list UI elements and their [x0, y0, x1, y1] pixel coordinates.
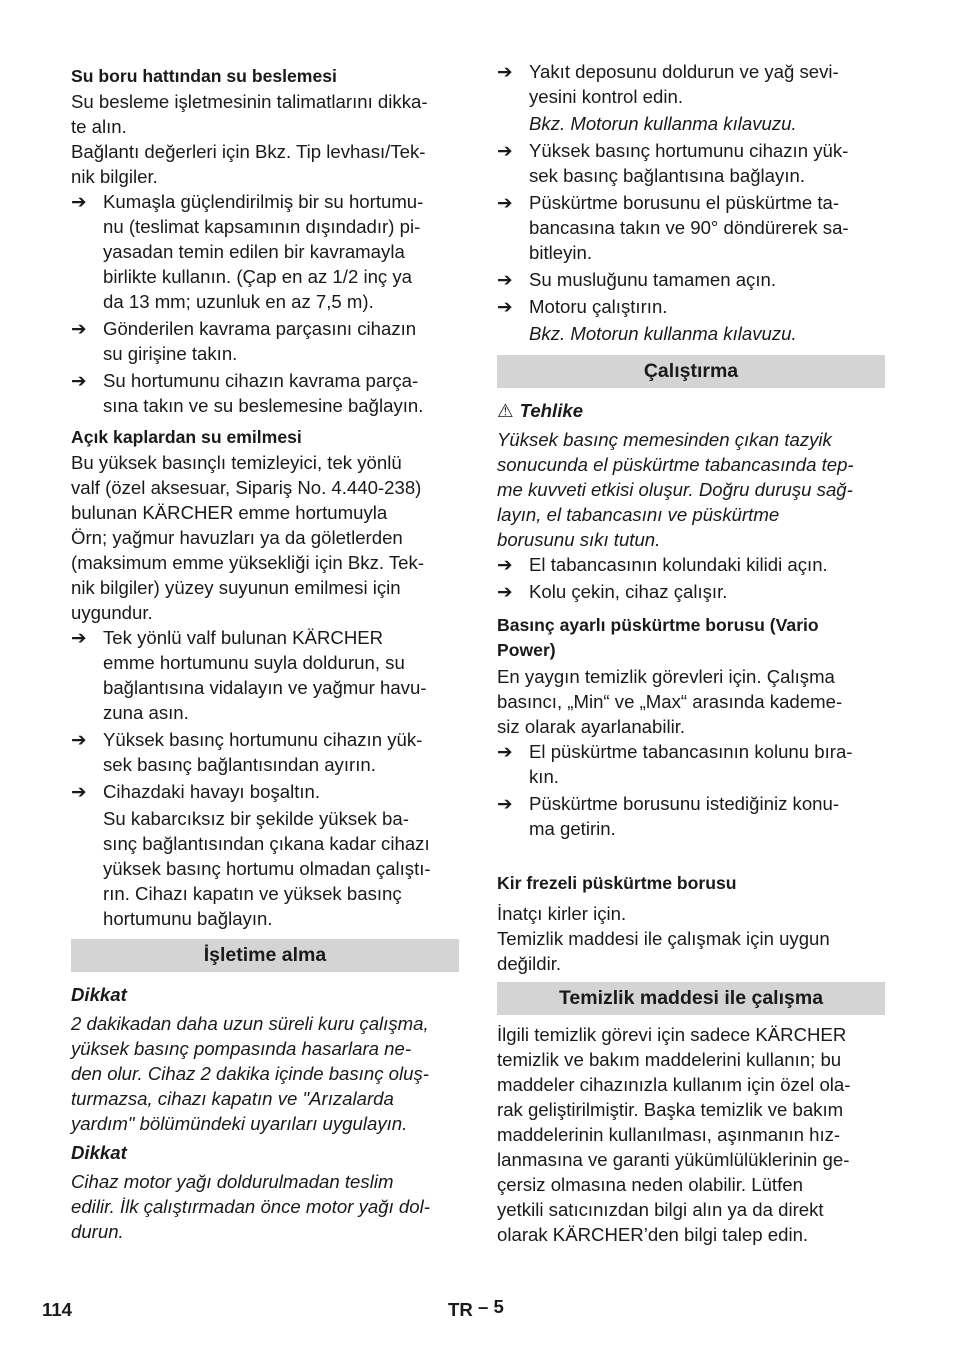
text-line: Su hortumunu cihazın kavrama parça-	[103, 370, 419, 391]
step-text	[529, 791, 885, 841]
text-line: valf (özel aksesuar, Sipariş No. 4.440-238)	[71, 477, 422, 498]
arrow-right-icon: ➔	[497, 554, 513, 575]
text-line: Power)	[497, 640, 556, 660]
step-note: Bkz. Motorun kullanma kılavuzu.	[529, 113, 797, 134]
step-text	[103, 368, 459, 418]
text-line: temizlik ve bakım maddelerini kullanın; bu	[497, 1049, 842, 1070]
caution-text	[71, 1169, 459, 1244]
text-line: bancasına takın ve 90° döndürerek sa-	[529, 217, 849, 238]
step-text	[529, 552, 885, 577]
footer-language-code	[448, 1297, 504, 1322]
section-bar-operation: Çalıştırma	[497, 355, 885, 388]
paragraph	[497, 1022, 885, 1247]
text-line: nik bilgiler) yüzey suyunun emilmesi için	[71, 577, 401, 598]
arrow-right-icon: ➔	[71, 729, 87, 750]
text-line: İlgili temizlik görevi için sadece KÄRCHER	[497, 1024, 847, 1045]
text-line: sına takın ve su beslemesine bağlayın.	[103, 395, 424, 416]
step-item	[71, 727, 459, 777]
paragraph	[497, 926, 885, 976]
danger-text	[497, 427, 885, 552]
text-line: Motoru çalıştırın.	[529, 296, 668, 317]
text-line: hortumunu bağlayın.	[103, 908, 273, 929]
text-line: durun.	[71, 1221, 124, 1242]
text-line: su girişine takın.	[103, 343, 238, 364]
footer-dash: –	[477, 1296, 489, 1317]
heading-dirt-blaster: Kir frezeli püskürtme borusu	[497, 873, 737, 893]
text-line: emme hortumunu suyla doldurun, su	[103, 652, 405, 673]
heading-vario-power	[497, 613, 885, 663]
danger-title-text: Tehlike	[519, 400, 584, 421]
text-line: edilir. İlk çalıştırmadan önce motor yağı dol-	[71, 1196, 430, 1217]
arrow-right-icon: ➔	[497, 741, 513, 762]
text-line: maddelerinin kullanılması, aşınmanın hız-	[497, 1124, 841, 1145]
step-text	[103, 625, 459, 725]
text-line: 2 dakikadan daha uzun süreli kuru çalışma,	[71, 1013, 429, 1034]
text-line: Yüksek basınç hortumunu cihazın yük-	[103, 729, 423, 750]
text-line: Kolu çekin, cihaz çalışır.	[529, 581, 728, 602]
step-text	[103, 316, 459, 366]
text-line: bağlantısına vidalayın ve yağmur havu-	[103, 677, 427, 698]
warning-triangle-icon: ⚠	[497, 400, 514, 421]
text-line: Yüksek basınç hortumunu cihazın yük-	[529, 140, 849, 161]
text-line: yüksek basınç pompasında hasarlara ne-	[71, 1038, 412, 1059]
text-line: Bu yüksek basınçlı temizleyici, tek yönlü	[71, 452, 402, 473]
text-line: (maksimum emme yüksekliği için Bkz. Tek-	[71, 552, 425, 573]
text-line: Kumaşla güçlendirilmiş bir su hortumu-	[103, 191, 424, 212]
heading-open-containers: Açık kaplardan su emilmesi	[71, 427, 302, 447]
text-line: Tek yönlü valf bulunan KÄRCHER	[103, 627, 384, 648]
text-line: yetkili satıcınızdan bilgi alın ya da direkt	[497, 1199, 824, 1220]
text-line: sonucunda el püskürtme tabancasında tep-	[497, 454, 854, 475]
step-text	[103, 779, 459, 804]
arrow-right-icon: ➔	[71, 191, 87, 212]
arrow-right-icon: ➔	[71, 370, 87, 391]
text-line: zuna asın.	[103, 702, 189, 723]
text-line: Su musluğunu tamamen açın.	[529, 269, 777, 290]
arrow-right-icon: ➔	[71, 627, 87, 648]
step-item	[497, 190, 885, 265]
section-bar-commissioning: İşletime alma	[71, 939, 459, 972]
step-text	[529, 739, 885, 789]
text-line: El püskürtme tabancasının kolunu bıra-	[529, 741, 853, 762]
arrow-right-icon: ➔	[497, 269, 513, 290]
text-line: İnatçı kirler için.	[497, 903, 627, 924]
text-line: bitleyin.	[529, 242, 593, 263]
text-line: me kuvveti etkisi oluşur. Doğru duruşu sağ-	[497, 479, 853, 500]
step-item	[497, 739, 885, 789]
right-column	[497, 62, 885, 1247]
text-line: uygundur.	[71, 602, 153, 623]
text-line: yardım" bölümündeki uyarıları uygulayın.	[71, 1113, 408, 1134]
text-line: El tabancasının kolundaki kilidi açın.	[529, 554, 828, 575]
arrow-right-icon: ➔	[497, 61, 513, 82]
arrow-right-icon: ➔	[497, 192, 513, 213]
step-text	[529, 294, 885, 319]
step-text	[103, 189, 459, 314]
text-line: maddeler cihazınızla kullanım için özel ola-	[497, 1074, 851, 1095]
caution-title: Dikkat	[71, 984, 127, 1005]
text-line: Basınç ayarlı püskürtme borusu (Vario	[497, 615, 819, 635]
text-line: Cihaz motor yağı doldurulmadan teslim	[71, 1171, 394, 1192]
arrow-right-icon: ➔	[497, 296, 513, 317]
paragraph	[71, 139, 459, 189]
text-line: sek basınç bağlantısına bağlayın.	[529, 165, 805, 186]
text-line: bulunan KÄRCHER emme hortumuyla	[71, 502, 388, 523]
heading-water-supply-pipe: Su boru hattından su beslemesi	[71, 66, 337, 86]
text-line: rak geliştirilmiştir. Başka temizlik ve bakım	[497, 1099, 844, 1120]
text-line: değildir.	[497, 953, 562, 974]
text-line: sek basınç bağlantısından ayırın.	[103, 754, 376, 775]
caution-text	[71, 1011, 459, 1136]
arrow-right-icon: ➔	[71, 318, 87, 339]
arrow-right-icon: ➔	[497, 140, 513, 161]
text-line: Cihazdaki havayı boşaltın.	[103, 781, 321, 802]
left-column	[71, 62, 459, 1244]
text-line: Yüksek basınç memesinden çıkan tazyik	[497, 429, 832, 450]
step-text	[529, 267, 885, 292]
text-line: Yakıt deposunu doldurun ve yağ sevi-	[529, 61, 839, 82]
text-line: kın.	[529, 766, 559, 787]
step-text	[529, 138, 885, 188]
text-line: Temizlik maddesi ile çalışmak için uygun	[497, 928, 830, 949]
section-bar-detergent: Temizlik maddesi ile çalışma	[497, 982, 885, 1015]
text-line: ma getirin.	[529, 818, 616, 839]
step-item	[71, 625, 459, 725]
step-item	[71, 316, 459, 366]
section-page-number: 5	[493, 1296, 504, 1317]
text-line: Su kabarcıksız bir şekilde yüksek ba-	[103, 808, 409, 829]
text-line: Örn; yağmur havuzları ya da göletlerden	[71, 527, 403, 548]
text-line: te alın.	[71, 116, 127, 137]
text-line: olarak KÄRCHER’den bilgi talep edin.	[497, 1224, 809, 1245]
text-line: sınç bağlantısından çıkana kadar cihazı	[103, 833, 430, 854]
arrow-right-icon: ➔	[497, 581, 513, 602]
step-text	[529, 190, 885, 265]
step-item	[497, 294, 885, 319]
paragraph	[71, 450, 459, 625]
text-line: birlikte kullanın. (Çap en az 1/2 inç ya	[103, 266, 413, 287]
text-line: Su besleme işletmesinin talimatlarını dikka-	[71, 91, 428, 112]
text-line: lanmasına ve garanti yükümlülüklerinin ge-	[497, 1149, 850, 1170]
page-number: 114	[42, 1299, 72, 1320]
text-line: yüksek basınç hortumu olmadan çalıştı-	[103, 858, 431, 879]
text-line: nik bilgiler.	[71, 166, 158, 187]
step-item	[497, 59, 885, 109]
paragraph	[71, 89, 459, 139]
text-line: nu (teslimat kapsamının dışındadır) pi-	[103, 216, 421, 237]
step-item	[71, 368, 459, 418]
text-line: yasadan temin edilen bir kavramayla	[103, 241, 405, 262]
step-item	[71, 189, 459, 314]
step-item	[497, 138, 885, 188]
text-line: rın. Cihazı kapatın ve yüksek basınç	[103, 883, 402, 904]
text-line: da 13 mm; uzunluk en az 7,5 m).	[103, 291, 374, 312]
language-code: TR	[448, 1299, 473, 1320]
step-item	[497, 579, 885, 604]
text-line: siz olarak ayarlanabilir.	[497, 716, 686, 737]
text-line: den olur. Cihaz 2 dakika içinde basınç oluş-	[71, 1063, 429, 1084]
paragraph	[497, 901, 885, 926]
step-item	[497, 552, 885, 577]
step-text	[529, 59, 885, 109]
text-line: borusunu sıkı tutun.	[497, 529, 661, 550]
text-line: yesini kontrol edin.	[529, 86, 683, 107]
text-line: çersiz olmasına neden olabilir. Lütfen	[497, 1174, 803, 1195]
text-line: basıncı, „Min“ ve „Max“ arasında kademe-	[497, 691, 843, 712]
step-text	[529, 579, 885, 604]
text-line: Bağlantı değerleri için Bkz. Tip levhası/Tek-	[71, 141, 426, 162]
text-line: Püskürtme borusunu el püskürtme ta-	[529, 192, 840, 213]
text-line: Gönderilen kavrama parçasını cihazın	[103, 318, 417, 339]
text-line: Püskürtme borusunu istediğiniz konu-	[529, 793, 840, 814]
arrow-right-icon: ➔	[71, 781, 87, 802]
paragraph	[497, 664, 885, 739]
text-line: turmazsa, cihazı kapatın ve "Arızalarda	[71, 1088, 394, 1109]
text-line: En yaygın temizlik görevleri için. Çalışma	[497, 666, 835, 687]
step-item	[497, 791, 885, 841]
step-note: Bkz. Motorun kullanma kılavuzu.	[529, 323, 797, 344]
caution-title: Dikkat	[71, 1142, 127, 1163]
danger-title	[497, 398, 885, 423]
step-item	[71, 779, 459, 804]
step-continuation	[71, 806, 459, 931]
text-line: layın, el tabancasını ve püskürtme	[497, 504, 780, 525]
arrow-right-icon: ➔	[497, 793, 513, 814]
step-text	[103, 727, 459, 777]
step-item	[497, 267, 885, 292]
